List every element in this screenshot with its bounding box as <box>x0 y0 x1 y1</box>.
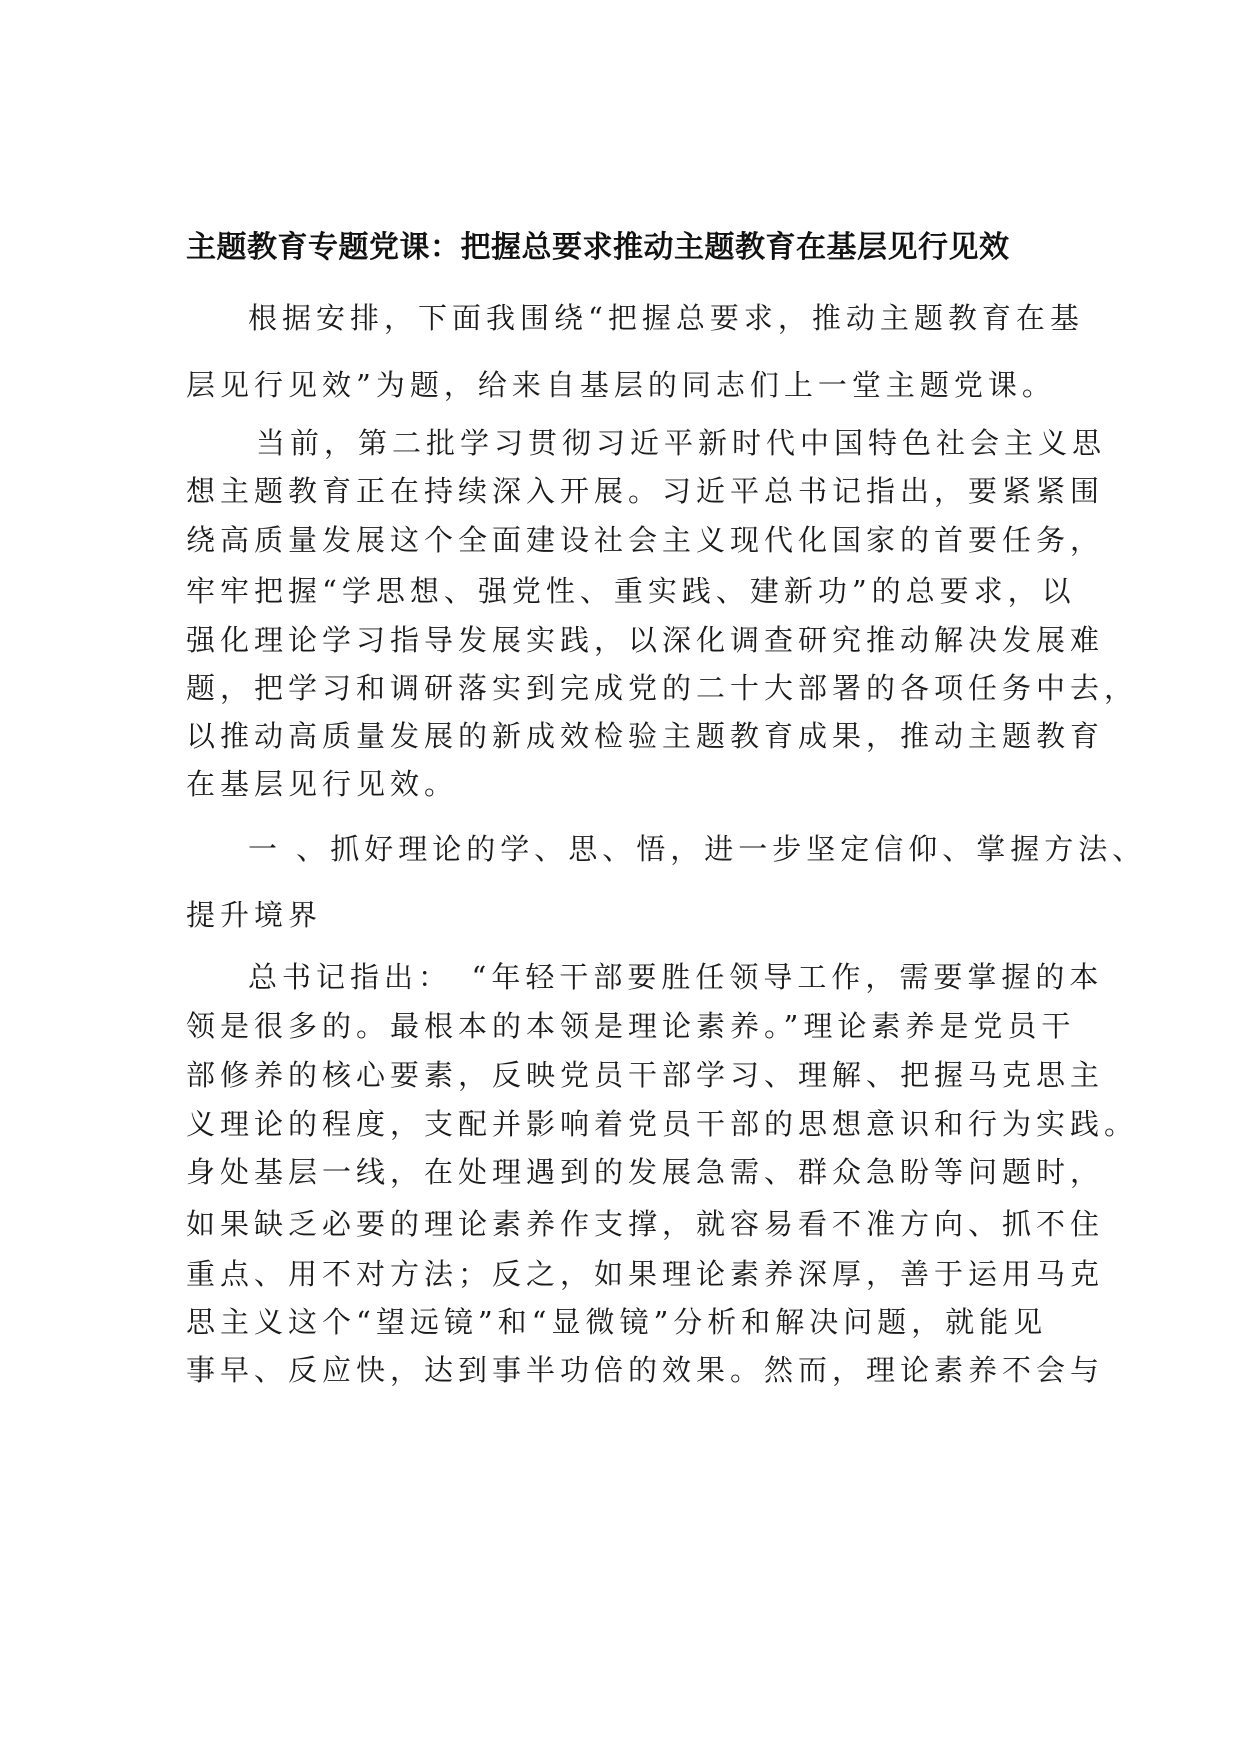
section-heading-line: 提升境界 <box>186 898 323 932</box>
text-line: 重点、用不对方法；反之，如果理论素养深厚，善于运用马克 <box>186 1257 1105 1291</box>
text-line: 层见行见效”为题，给来自基层的同志们上一堂主题党课。 <box>186 368 1056 402</box>
text-line: 当前，第二批学习贯彻习近平新时代中国特色社会主义思 <box>256 426 1107 460</box>
text-line: 根据安排，下面我围绕“把握总要求，推动主题教育在基 <box>248 301 1084 335</box>
text-line: 牢牢把握“学思想、强党性、重实践、建新功”的总要求，以 <box>186 574 1076 608</box>
section-heading-line: 一 、抓好理论的学、思、悟，进一步坚定信仰、掌握方法、 <box>248 832 1147 866</box>
text-line: 总书记指出： “年轻干部要胜任领导工作，需要掌握的本 <box>248 960 1104 994</box>
text-line: 想主题教育正在持续深入开展。习近平总书记指出，要紧紧围 <box>186 474 1105 508</box>
text-line: 强化理论学习指导发展实践，以深化调查研究推动解决发展难 <box>186 623 1105 657</box>
text-line: 义理论的程度，支配并影响着党员干部的思想意识和行为实践。 <box>186 1107 1139 1141</box>
text-line: 如果缺乏必要的理论素养作支撑，就容易看不准方向、抓不住 <box>186 1207 1105 1241</box>
text-line: 事早、反应快，达到事半功倍的效果。然而，理论素养不会与 <box>186 1353 1105 1387</box>
text-line: 身处基层一线，在处理遇到的发展急需、群众急盼等问题时， <box>186 1155 1105 1189</box>
text-line: 部修养的核心要素，反映党员干部学习、理解、把握马克思主 <box>186 1058 1105 1092</box>
text-line: 在基层见行见效。 <box>186 767 459 801</box>
text-line: 题，把学习和调研落实到完成党的二十大部署的各项任务中去， <box>186 671 1139 705</box>
text-line: 以推动高质量发展的新成效检验主题教育成果，推动主题教育 <box>186 719 1105 753</box>
text-line: 思主义这个“望远镜”和“显微镜”分析和解决问题，就能见 <box>186 1305 1048 1339</box>
text-line: 绕高质量发展这个全面建设社会主义现代化国家的首要任务， <box>186 523 1105 557</box>
text-line: 领是很多的。最根本的本领是理论素养。”理论素养是党员干 <box>186 1009 1076 1043</box>
document-title: 主题教育专题党课：把握总要求推动主题教育在基层见行见效 <box>186 230 1010 265</box>
